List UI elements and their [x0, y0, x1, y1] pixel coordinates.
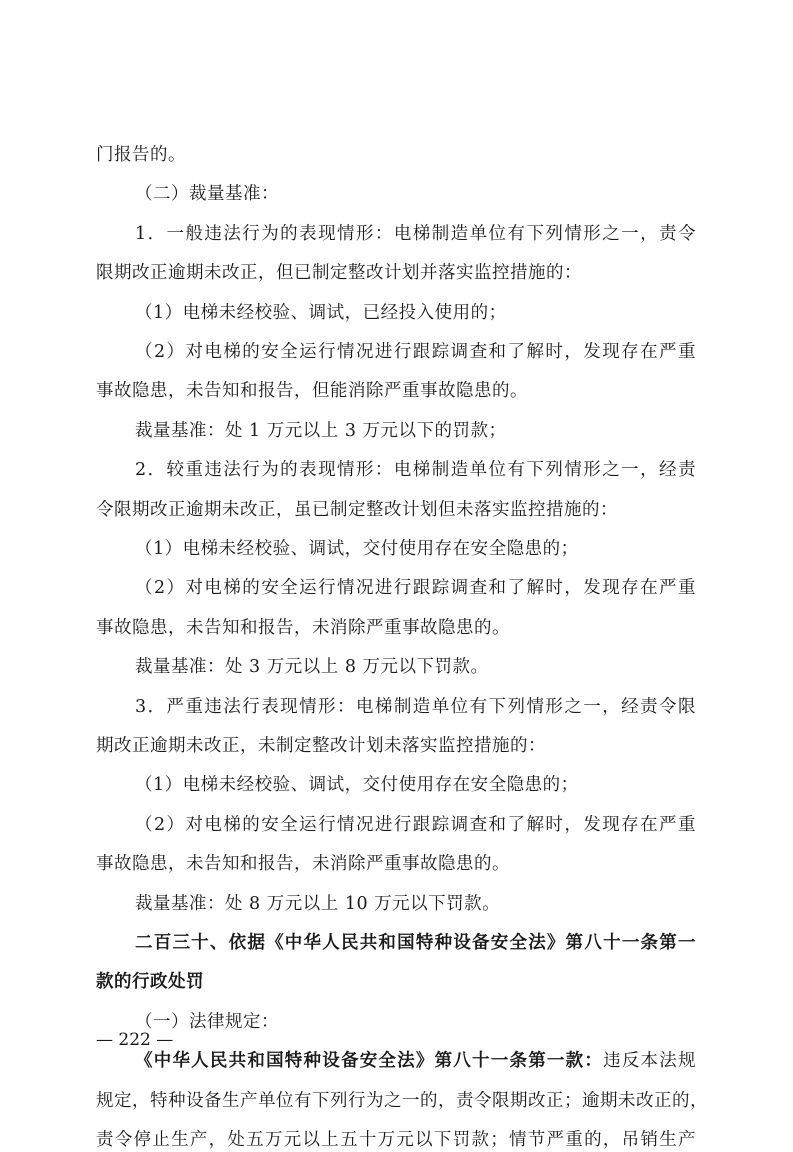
law-citation-text: 违反本法规 [603, 1051, 697, 1071]
text-line: 限期改正逾期未改正，但已制定整改计划并落实监控措施的： [96, 263, 582, 283]
text-line: 裁量基准：处 1 万元以上 3 万元以下的罚款； [135, 421, 507, 441]
text-line: 事故隐患，未告知和报告，但能消除严重事故隐患的。 [96, 381, 528, 401]
text-line: （2）对电梯的安全运行情况进行跟踪调查和了解时，发现存在严重 [135, 578, 696, 598]
text-line: 2．较重违法行为的表现情形：电梯制造单位有下列情形之一，经责 [135, 460, 696, 480]
text-line: 事故隐患，未告知和报告，未消除严重事故隐患的。 [96, 618, 510, 638]
article-heading: 二百三十、依据《中华人民共和国特种设备安全法》第八十一条第一 [135, 933, 696, 953]
text-line: （1）电梯未经校验、调试，交付使用存在安全隐患的； [135, 775, 579, 795]
text-line: 裁量基准：处 3 万元以上 8 万元以下罚款。 [135, 657, 489, 677]
text-line: 令限期改正逾期未改正，虽已制定整改计划但未落实监控措施的： [96, 500, 618, 520]
text-line: （2）对电梯的安全运行情况进行跟踪调查和了解时，发现存在严重 [135, 342, 696, 362]
text-line: （1）电梯未经校验、调试，已经投入使用的； [135, 303, 507, 323]
text-line: （2）对电梯的安全运行情况进行跟踪调查和了解时，发现存在严重 [135, 815, 696, 835]
text-line: 裁量基准：处 8 万元以上 10 万元以下罚款。 [135, 894, 501, 914]
text-line: 规定，特种设备生产单位有下列行为之一的，责令限期改正；逾期未改正的， [96, 1091, 708, 1111]
text-line: 事故隐患，未告知和报告，未消除严重事故隐患的。 [96, 854, 510, 874]
text-line: 3．严重违法行表现情形：电梯制造单位有下列情形之一，经责令限 [135, 697, 696, 717]
law-citation-line [135, 1049, 696, 1073]
text-line: （1）电梯未经校验、调试，交付使用存在安全隐患的； [135, 539, 579, 559]
text-line: 1．一般违法行为的表现情形：电梯制造单位有下列情形之一，责令 [135, 224, 696, 244]
text-line: 责令停止生产，处五万元以上五十万元以下罚款；情节严重的，吊销生产 [96, 1130, 696, 1150]
article-heading-continued: 款的行政处罚 [96, 972, 204, 992]
section-heading: （二）裁量基准： [135, 184, 279, 204]
page-number: — 222 — [96, 1030, 174, 1050]
law-citation-title: 《中华人民共和国特种设备安全法》第八十一条第一款： [135, 1051, 604, 1071]
text-line: 期改正逾期未改正，未制定整改计划未落实监控措施的： [96, 736, 546, 756]
text-line: 门报告的。 [96, 145, 186, 165]
section-heading: （一）法律规定： [135, 1012, 279, 1032]
